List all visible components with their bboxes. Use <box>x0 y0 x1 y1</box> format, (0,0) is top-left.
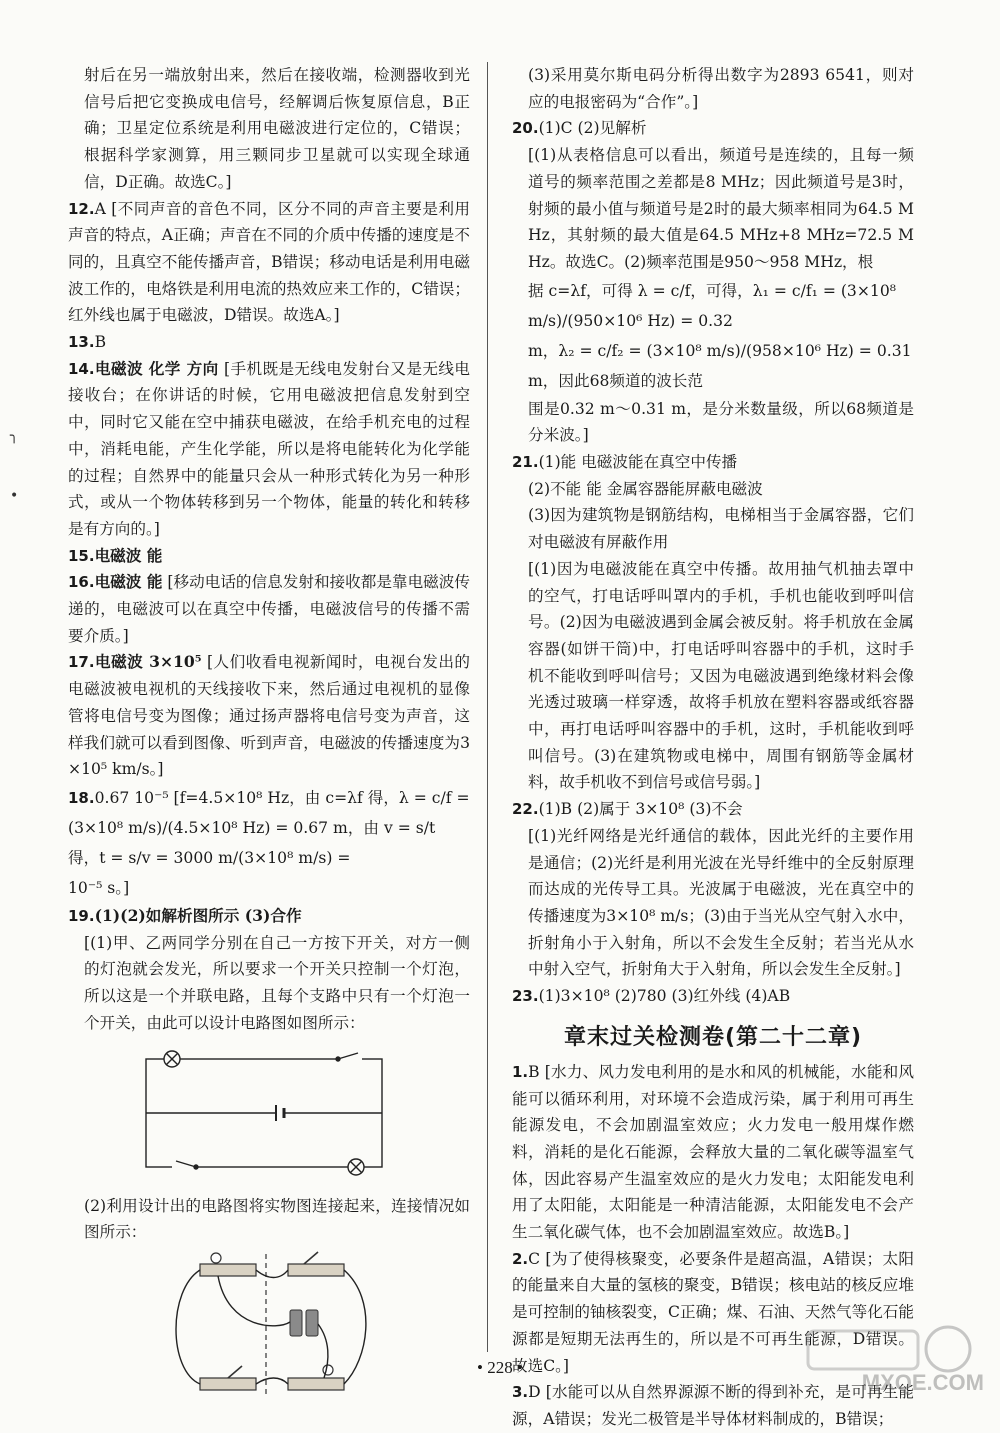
circuit-diagram <box>68 1041 470 1189</box>
s2-answer: 2.C [为了使得核聚变，必要条件是超高温，A错误；太阳的能量来自大量的氢核的聚变，B错误；核电站的核反应堆是可控制的铀核裂变，C正确；煤、石油、天然气等化石能源都是短期无法再生的，所以是不可再生能源，D错误。故选C。] <box>512 1249 914 1375</box>
q18-line2: (3×10⁸ m/s)/(4.5×10⁸ Hz) = 0.67 m，由 v = s/t 得，t = s/v = 3000 m/(3×10⁸ m/s) = <box>68 818 436 867</box>
watermark-logo <box>788 1323 988 1398</box>
q14-answer: 14.电磁波 化学 方向 [手机既是无线电发射台又是无线电接收台；在你讲话的时候，它用电磁波把信息发射到空中，同时它又能在空中捕获电磁波，在给手机充电的过程中，消耗电能，产生化学能，所以是将电能转化为化学能的过程；自然界中的能量只会从一种形式转化为另一种形式，或从一个物体转移到另一个物体，能量的转化和转移是有方向的。] <box>68 358 470 538</box>
q22-answer: 22.(1)B (2)属于 3×10⁸ (3)不会 <box>512 800 743 819</box>
q13-answer: 13.B <box>68 333 107 352</box>
q15-answer: 15.电磁波 能 <box>68 545 163 565</box>
q21-answer1: 21.(1)能 电磁波能在真空中传播 <box>512 453 738 472</box>
q20-explanation: [(1)从表格信息可以看出，频道号是连续的，且每一频道号的频率范围之差都是8 MHz；因此频道号是3时，射频的最小值与频道号是2时的最大频率相同为64.5 MHz，其射频的最大值是64.5 MHz+8 MHz=72.5 MHz。故选C。(2)频率范围是950～958 MHz，根 <box>528 146 914 271</box>
s1-answer: 1.B [水力、风力发电利用的是水和风的机械能，水能和风能可以循环利用，对环境不会造成污染，属于利用可再生能源发电，不会加剧温室效应；火力发电一般用煤作燃料，消耗的是化石能源，会释放大量的二氧化碳等温室气体，因此容易产生温室效应的是火力发电；太阳能发电利用了太阳能，太阳能是一种清洁能源，太阳能发电不会产生二氧化碳气体，也不会加剧温室效应。故选B。] <box>512 1062 914 1242</box>
q20-formula1: 据 c=λf，可得 λ = c/f，可得，λ₁ = c/f₁ = (3×10⁸ m/s)/(950×10⁶ Hz) = 0.32 <box>528 281 897 330</box>
q19-part2: (2)利用设计出的电路图将实物图连接起来，连接情况如图所示： <box>84 1196 470 1242</box>
column-divider <box>487 62 488 1352</box>
watermark-text: MXQE.COM <box>861 1370 984 1395</box>
q17-answer: 17.电磁波 3×10⁵ [人们收看电视新闻时，电视台发出的电磁波被电视机的天线接收下来，然后通过电视机的显像管将电信号变为图像；通过扬声器将电信号变为声音，这样我们就可以看到图像、听到声音，电磁波的传播速度为3×10⁵ km/s。] <box>68 652 470 779</box>
q12-answer: 12.A [不同声音的音色不同，区分不同的声音主要是利用声音的特点，A正确；声音在不同的介质中传播的速度是不同的，且真空不能传播声音，B错误；移动电话是利用电磁波工作的，电烙铁是利用电流的热效应来工作的，C错误；红外线也属于电磁波，D错误。故选A。] <box>68 199 470 325</box>
margin-mark: ╮ <box>10 428 19 444</box>
q19-answer: 19.(1)(2)如解析图所示 (3)合作 <box>68 905 302 925</box>
q19-continuation: (3)采用莫尔斯电码分析得出数字为2893 6541，则对应的电报密码为“合作”。] <box>528 66 914 111</box>
right-column <box>512 62 914 1433</box>
q18-line3: 10⁻⁵ s。] <box>68 878 130 897</box>
section-title: 章末过关检测卷(第二十二章) <box>563 1024 863 1050</box>
left-column <box>68 62 470 1404</box>
s3-answer: 3.D [水能可以从自然界源源不断的得到补充，是可再生能源，A错误；发光二极管是半导体材料制成的，B错误； <box>512 1383 914 1428</box>
q21-answer3: (3)因为建筑物是钢筋结构，电梯相当于金属容器，它们对电磁波有屏蔽作用 <box>528 506 914 552</box>
q18-line1: 18.0.67 10⁻⁵ [f=4.5×10⁸ Hz，由 c=λf 得，λ = c/f = <box>68 788 470 807</box>
q20-answer: 20.(1)C (2)见解析 <box>512 119 647 138</box>
parallel-circuit-figure <box>68 1041 470 1189</box>
q23-answer: 23.(1)3×10⁸ (2)780 (3)红外线 (4)AB <box>512 987 791 1006</box>
q20-formula2: m，λ₂ = c/f₂ = (3×10⁸ m/s)/(958×10⁶ Hz) = 0.31 m，因此68频道的波长范 <box>528 341 912 390</box>
page-number: • 228 • <box>477 1358 523 1377</box>
q21-answer2: (2)不能 能 金属容器能屏蔽电磁波 <box>528 479 763 498</box>
q11-continuation: 射后在另一端放射出来，然后在接收端，检测器收到光信号后把它变换成电信号，经解调后恢复原信息，B正确；卫星定位系统是利用电磁波进行定位的，C错误；根据科学家测算，用三颗同步卫星就可以实现全球通信，D正确。故选C。] <box>84 66 470 191</box>
q21-explanation: [(1)因为电磁波能在真空中传播。故用抽气机抽去罩中的空气，打电话呼叫罩内的手机，手机也能收到呼叫信号。(2)因为电磁波遇到金属会被反射。将手机放在金属容器(如饼干筒)中，打电话呼叫容器中的手机，这时手机不能收到呼叫信号；又因为电磁波遇到绝缘材料会像光透过玻璃一样穿透，故将手机放在塑料容器或纸容器中，再打电话呼叫容器中的手机，这时，手机能收到呼叫信号。(3)在建筑物或电梯中，周围有钢筋等金属材料，故手机收不到信号或信号弱。] <box>528 559 914 792</box>
q22-explanation: [(1)光纤网络是光纤通信的载体，因此光纤的主要作用是通信；(2)光纤是利用光波在光导纤维中的全反射原理而达成的光传导工具。光波属于电磁波，光在真空中的传播速度为3×10⁸ m/s；(3)由于当光从空气射入水中，折射角小于入射角，所以不会发生全反射；若当光从水中射入空气，折射角大于入射角，所以会发生全反射。] <box>528 826 914 979</box>
q19-explanation: [(1)甲、乙两同学分别在自己一方按下开关，对方一侧的灯泡就会发光，所以要求一个开关只控制一个灯泡，所以这是一个并联电路，且每个支路中只有一个灯泡一个开关，由此可以设计电路图如图所示： <box>84 933 470 1032</box>
q16-answer: 16.电磁波 能 [移动电话的信息发射和接收都是靠电磁波传递的，电磁波可以在真空中传播，电磁波信号的传播不需要介质。] <box>68 572 470 645</box>
margin-dot: • <box>10 488 19 504</box>
q20-end: 围是0.32 m～0.31 m，是分米数量级，所以68频道是分米波。] <box>528 399 914 445</box>
